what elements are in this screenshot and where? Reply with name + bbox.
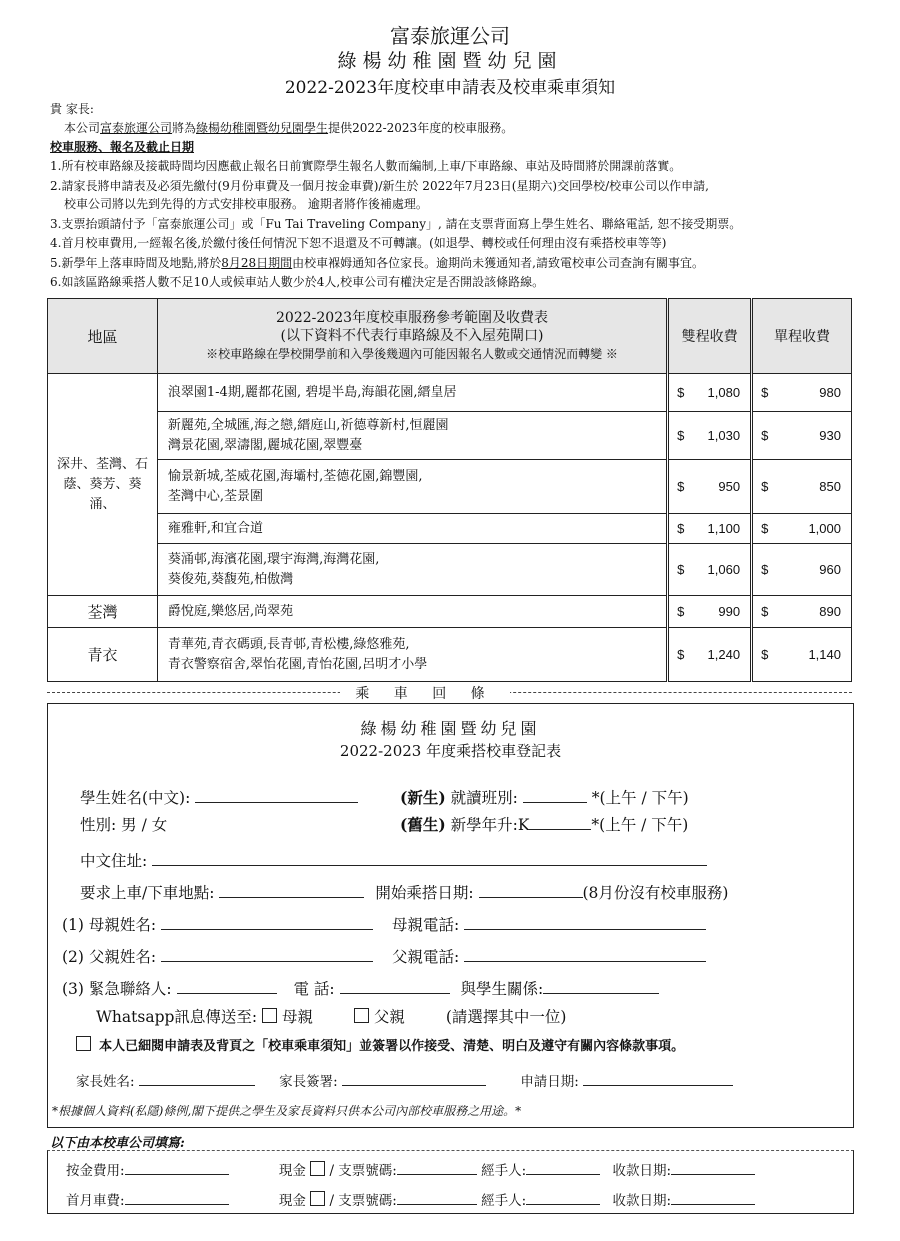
cheque-label: / 支票號碼: — [329, 1163, 397, 1179]
parent-sign-field[interactable] — [342, 1071, 486, 1086]
table-subtitle: (以下資料不代表行車路線及不入屋苑閘口) — [280, 328, 544, 344]
grade-label: 新學年升:K — [450, 816, 530, 834]
single-price — [752, 628, 852, 682]
currency: $ — [677, 385, 685, 400]
rule-2-cont: 校車公司將以先到先得的方式安排校車服務。 逾期者將作後補處理。 — [64, 197, 428, 211]
deposit-field[interactable] — [125, 1160, 229, 1175]
first-month-label: 首月車費: — [66, 1193, 125, 1209]
route-cell — [157, 628, 667, 682]
declaration-row — [76, 1035, 684, 1054]
round-value: 1,080 — [707, 385, 741, 400]
form-title: 2022-2023 年度乘搭校車登記表 — [339, 742, 562, 760]
rule-3: 3.支票抬頭請付予「富泰旅運公司」或「Fu Tai Traveling Company」, 請在支票背面寫上學生姓名、聯絡電話, 恕不接受期票。 — [50, 217, 742, 231]
route-cell — [157, 596, 667, 628]
father-row — [62, 945, 706, 967]
single-price — [752, 460, 852, 514]
currency: $ — [677, 647, 685, 662]
single-value: 1,000 — [808, 521, 841, 536]
round-price — [668, 374, 752, 412]
single-price — [752, 596, 852, 628]
round-value: 990 — [718, 604, 741, 619]
student-name-field[interactable] — [195, 788, 358, 803]
gender-field[interactable]: 性別: 男 / 女 — [80, 816, 168, 834]
start-date-field[interactable] — [479, 883, 583, 898]
emergency-label: (3) 緊急聯絡人: — [62, 980, 172, 998]
route-cell — [157, 460, 667, 514]
cheque-label: / 支票號碼: — [329, 1193, 397, 1209]
round-value: 1,100 — [707, 521, 741, 536]
emergency-row — [62, 977, 659, 999]
parent-sign-label: 家長簽署: — [279, 1074, 338, 1090]
receive-date-field[interactable] — [671, 1160, 755, 1175]
ampm-option-1[interactable]: *(上午 / 下午) — [591, 789, 689, 807]
round-value: 1,240 — [707, 647, 741, 662]
route-line: 爵悅庭,樂悠居,尚翠苑 — [167, 603, 294, 619]
route-line: 浪翠園1-4期,麗都花園, 碧堤半島,海韻花園,縉皇居 — [167, 384, 457, 400]
area-cell: 青衣 — [48, 628, 158, 682]
round-price — [668, 596, 752, 628]
route-line: 葵俊苑,葵馥苑,柏傲灣 — [167, 571, 294, 587]
col-single-trip — [752, 299, 852, 374]
privacy-note: *根據個人資料(私隱)條例,閣下提供之學生及家長資料只供本公司內部校車服務之用途。* — [52, 1104, 522, 1118]
table-row — [48, 514, 852, 544]
cash-label: 現金 — [278, 1163, 306, 1179]
mother-tel-label: 母親電話: — [391, 916, 460, 934]
table-row — [48, 544, 852, 596]
currency: $ — [761, 521, 769, 536]
currency: $ — [677, 521, 685, 536]
grade-row — [400, 813, 688, 835]
round-price — [668, 412, 752, 460]
father-checkbox[interactable] — [354, 1008, 369, 1023]
col-single-label: 單程收費 — [774, 329, 831, 345]
emergency-field[interactable] — [177, 979, 277, 994]
rule-5-a: 5.新學年上落車時間及地點,將於 — [50, 256, 222, 270]
round-price — [668, 628, 752, 682]
round-price — [668, 460, 752, 514]
intro-text-c: 提供2022-2023年度的校車服務。 — [328, 121, 514, 135]
mother-tel-field[interactable] — [464, 915, 706, 930]
rule-2: 2.請家長將申請表及必須先繳付(9月份車費及一個月按金車費)/新生於 2022年7月23日(星期六)交回學校/校車公司以作申請, — [50, 179, 709, 193]
currency: $ — [677, 428, 685, 443]
route-line: 葵涌邨,海濱花園,環宇海灣,海灣花園, — [167, 551, 380, 567]
address-field[interactable] — [152, 851, 707, 866]
single-price — [752, 514, 852, 544]
route-cell — [157, 514, 667, 544]
single-value: 850 — [819, 479, 841, 494]
rule-4: 4.首月校車費用,一經報名後,於繳付後任何情況下恕不退還及不可轉讓。(如退學、轉校或任何理由沒有乘搭校車等等) — [50, 236, 667, 250]
ampm-option-2[interactable]: *(上午 / 下午) — [591, 816, 689, 834]
single-price — [752, 374, 852, 412]
currency: $ — [761, 562, 769, 577]
fee-table — [47, 298, 852, 682]
route-line: 青華苑,青衣碼頭,長青邨,青松樓,綠悠雅苑, — [167, 636, 410, 652]
school-name: 綠楊幼稚園暨幼兒園 — [337, 50, 563, 72]
intro-school: 綠楊幼稚園暨幼兒園學生 — [196, 121, 329, 135]
round-value: 950 — [718, 479, 741, 494]
currency: $ — [761, 385, 769, 400]
col-round-trip — [668, 299, 752, 374]
table-row — [48, 628, 852, 682]
cash-checkbox[interactable] — [310, 1161, 325, 1176]
area-cell: 深井、荃灣、石蔭、葵芳、葵涌、 — [48, 374, 158, 596]
cash-checkbox[interactable] — [310, 1191, 325, 1206]
choose-one-note: (請選擇其中一位) — [445, 1008, 567, 1026]
intro-text-b: 將為 — [172, 121, 197, 135]
apply-date-label: 申請日期: — [520, 1074, 579, 1090]
student-name-row — [80, 786, 358, 808]
round-price — [668, 544, 752, 596]
mother-row — [62, 913, 706, 935]
old-student-label: (舊生) — [400, 815, 446, 834]
address-label: 中文住址: — [80, 852, 148, 870]
parent-name-field[interactable] — [139, 1071, 255, 1086]
father-option-label: 父親 — [373, 1008, 405, 1026]
mother-option-label: 母親 — [282, 1008, 314, 1026]
cheque-field[interactable] — [397, 1160, 477, 1175]
cash-label: 現金 — [278, 1193, 306, 1209]
table-note: ※校車路線在學校開學前和入學後幾週內可能因報名人數或交通情況而轉變 ※ — [206, 347, 618, 361]
mother-name-label: (1) 母親姓名: — [62, 916, 157, 934]
table-title: 2022-2023年度校車服務參考範圍及收費表 — [276, 310, 549, 326]
emergency-tel-label: 電 話: — [293, 980, 335, 998]
round-value: 1,030 — [707, 428, 741, 443]
handler-label: 經手人: — [481, 1193, 527, 1209]
class-label: 就讀班別: — [450, 789, 518, 807]
father-tel-label: 父親電話: — [391, 948, 460, 966]
father-name-label: (2) 父親姓名: — [62, 948, 157, 966]
single-value: 930 — [819, 428, 841, 443]
office-section — [47, 1150, 854, 1214]
new-student-label: (新生) — [400, 788, 446, 807]
table-row — [48, 596, 852, 628]
handler-field[interactable] — [526, 1160, 600, 1175]
route-line: 新麗苑,全城匯,海之戀,縉庭山,祈德尊新村,恒麗園 — [167, 417, 449, 433]
single-value: 980 — [819, 385, 841, 400]
father-tel-field[interactable] — [464, 947, 706, 962]
rule-5-c: 由校車褓姆通知各位家長。逾期尚未獲通知者,請致電校車公司查詢有關事宜。 — [292, 256, 704, 270]
rule-5 — [50, 255, 704, 271]
company-name: 富泰旅運公司 — [390, 24, 510, 48]
pickup-row — [80, 881, 728, 903]
emergency-tel-field[interactable] — [340, 979, 450, 994]
col-round-label: 雙程收費 — [681, 329, 738, 345]
currency: $ — [677, 562, 685, 577]
route-cell — [157, 374, 667, 412]
whatsapp-label: Whatsapp訊息傳送至: — [96, 1008, 258, 1026]
rules-heading: 校車服務、報名及截止日期 — [50, 140, 195, 154]
office-heading: 以下由本校車公司填寫: — [50, 1136, 185, 1151]
receive-date-field[interactable] — [671, 1190, 755, 1205]
declaration-checkbox[interactable] — [76, 1036, 91, 1051]
form-school: 綠楊幼稚園暨幼兒園 — [360, 719, 541, 738]
route-cell — [157, 544, 667, 596]
round-price — [668, 514, 752, 544]
route-line: 雍雅軒,和宜合道 — [167, 520, 264, 536]
cut-line-label: 乘 車 回 條 — [340, 683, 510, 703]
handler-label: 經手人: — [481, 1163, 527, 1179]
single-value: 1,140 — [808, 647, 841, 662]
apply-date-field[interactable] — [583, 1071, 733, 1086]
single-price — [752, 412, 852, 460]
mother-name-field[interactable] — [161, 915, 373, 930]
pickup-label: 要求上車/下車地點: — [80, 884, 215, 902]
intro-text-a: 本公司 — [64, 121, 101, 135]
route-line: 青衣警察宿舍,翠怡花園,青怡花園,呂明才小學 — [167, 656, 428, 672]
registration-form — [47, 703, 854, 1128]
student-name-label: 學生姓名(中文): — [80, 789, 191, 807]
single-price — [752, 544, 852, 596]
class-field[interactable] — [523, 788, 587, 803]
route-cell — [157, 412, 667, 460]
relation-field[interactable] — [543, 979, 659, 994]
rule-5-date: 8月28日期間 — [221, 256, 293, 270]
address-row — [80, 849, 707, 871]
table-row — [48, 460, 852, 514]
table-row — [48, 374, 852, 412]
rule-1: 1.所有校車路線及接載時間均因應截止報名日前實際學生報名人數而編制,上車/下車路線、車站及時間將於開課前落實。 — [50, 159, 682, 173]
cheque-field[interactable] — [397, 1190, 477, 1205]
fee-table-header — [48, 299, 852, 374]
first-month-field[interactable] — [125, 1190, 229, 1205]
round-value: 1,060 — [707, 562, 741, 577]
currency: $ — [677, 604, 685, 619]
currency: $ — [761, 479, 769, 494]
class-row — [400, 786, 689, 808]
first-month-row — [66, 1189, 755, 1209]
greeting: 貴 家長: — [50, 102, 94, 116]
intro-paragraph — [64, 120, 513, 136]
receive-date-label: 收款日期: — [612, 1193, 672, 1209]
col-routes — [157, 299, 667, 374]
receive-date-label: 收款日期: — [612, 1163, 672, 1179]
relation-label: 與學生關係: — [460, 980, 544, 998]
grade-field[interactable] — [529, 815, 591, 830]
whatsapp-row — [96, 1005, 566, 1027]
route-line: 荃灣中心,荃景圍 — [167, 488, 264, 504]
single-value: 960 — [819, 562, 841, 577]
signature-row — [76, 1070, 733, 1090]
deposit-row — [66, 1159, 755, 1179]
currency: $ — [761, 604, 769, 619]
intro-company: 富泰旅運公司 — [100, 121, 173, 135]
parent-name-label: 家長姓名: — [76, 1074, 135, 1090]
route-line: 愉景新城,荃威花園,海壩村,荃德花園,錦豐園, — [167, 468, 423, 484]
currency: $ — [761, 428, 769, 443]
pickup-field[interactable] — [219, 883, 364, 898]
page-title: 2022-2023年度校車申請表及校車乘車須知 — [284, 78, 616, 98]
col-area — [48, 299, 158, 374]
father-name-field[interactable] — [161, 947, 373, 962]
declaration-text: 本人已細閱申請表及背頁之「校車乘車須知」並簽署以作接受、清楚、明白及遵守有關內容條款事項。 — [99, 1039, 685, 1054]
currency: $ — [677, 479, 685, 494]
col-area-label: 地區 — [87, 327, 118, 346]
table-row — [48, 412, 852, 460]
no-august-note: (8月份沒有校車服務) — [582, 884, 729, 902]
mother-checkbox[interactable] — [262, 1008, 277, 1023]
deposit-label: 按金費用: — [66, 1163, 125, 1179]
start-date-label: 開始乘搭日期: — [375, 884, 474, 902]
route-line: 灣景花園,翠濤閣,麗城花園,翠豐臺 — [167, 437, 363, 453]
currency: $ — [761, 647, 769, 662]
single-value: 890 — [819, 604, 841, 619]
area-cell: 荃灣 — [48, 596, 158, 628]
rule-6: 6.如該區路線乘搭人數不足10人或候車站人數少於4人,校車公司有權決定是否開設該條路線。 — [50, 275, 545, 289]
handler-field[interactable] — [526, 1190, 600, 1205]
